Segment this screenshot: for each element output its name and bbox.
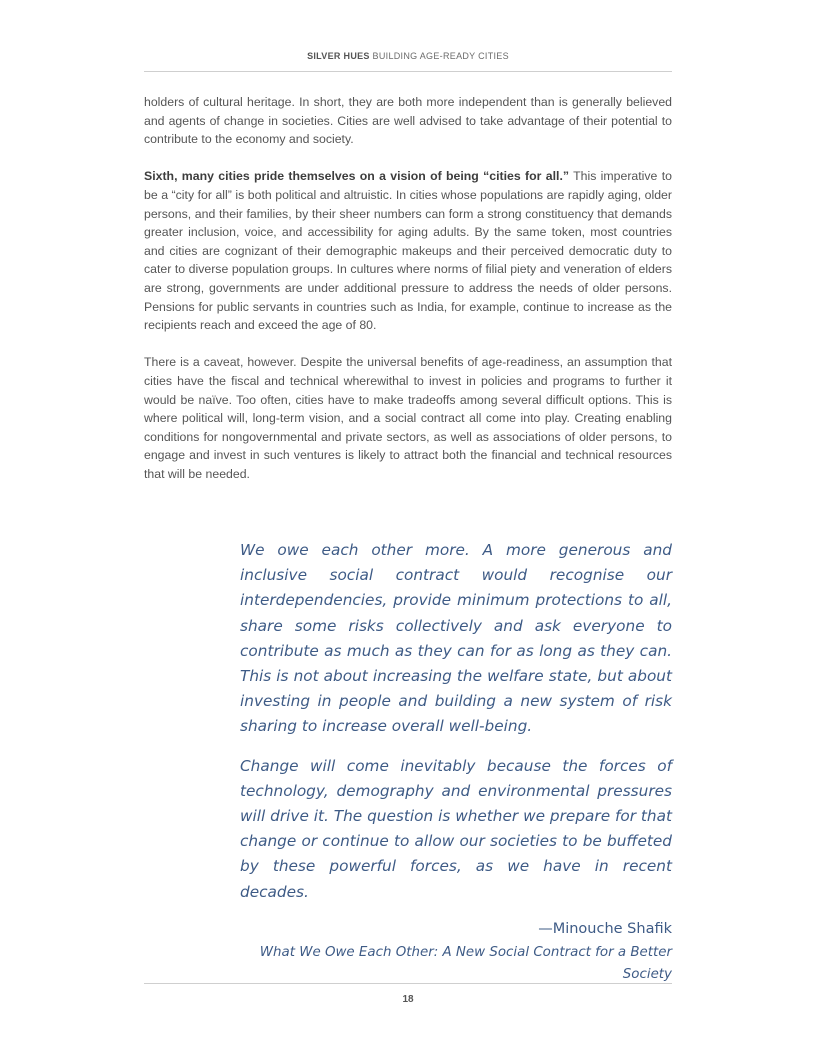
quote-paragraph-2: Change will come inevitably because the forces of technology, demography and environmental pressures will drive it. The question is whether we prepare for that change or continue to allow our societies to be buffeted by these powerful forces, as we have in recent decades. bbox=[240, 756, 672, 901]
quote-source: What We Owe Each Other: A New Social Contract for a Better Society bbox=[259, 944, 672, 982]
page-number: 18 bbox=[402, 994, 414, 1005]
footer-divider bbox=[144, 983, 672, 984]
body-text bbox=[144, 93, 672, 502]
quote-paragraph-1: We owe each other more. A more generous and inclusive social contract would recognise our interdependencies, provide minimum protections to all, share some risks collectively and ask everyone to contribute as much as they can for as long as they can. This is not about increasing the welfare state, but about investing in people and building a new system of risk sharing to increase overall well-being. bbox=[240, 541, 672, 736]
paragraph-3: There is a caveat, however. Despite the universal benefits of age-readiness, an assumption that cities have the fiscal and technical wherewithal to invest in policies and programs to further it would be naïve. Too often, cities have to make tradeoffs among several difficult options. This is where political will, long-term vision, and a social contract all come into play. Creating enabling conditions for nongovernmental and private sectors, as well as associations of older persons, to engage and invest in such ventures is likely to attract both the financial and technical resources that will be needed. bbox=[144, 355, 672, 481]
paragraph-2 bbox=[144, 167, 672, 334]
paragraph-2-rest: This imperative to be a “city for all” is both political and altruistic. In cities whose populations are rapidly aging, older persons, and their families, by their sheer numbers can form a strong constituency that demands greater inclusion, voice, and accessibility for aging adults. By the same token, most countries and cities are cognizant of their demographic makeups and their perceived democratic duty to cater to diverse population groups. In cultures where norms of filial piety and veneration of elders are strong, governments are under additional pressure to address the needs of older persons. Pensions for public servants in countries such as India, for example, continue to increase as the recipients reach and exceed the age of 80. bbox=[144, 169, 672, 333]
header-divider bbox=[144, 71, 672, 72]
quote-author: —Minouche Shafik bbox=[538, 920, 672, 937]
pull-quote bbox=[240, 538, 672, 986]
header-series-title: SILVER HUES bbox=[307, 51, 370, 61]
header-subtitle: BUILDING AGE-READY CITIES bbox=[372, 51, 509, 61]
paragraph-1: holders of cultural heritage. In short, they are both more independent than is generally believed and agents of change in societies. Cities are well advised to take advantage of their potential to contribute to the economy and society. bbox=[144, 95, 672, 147]
running-header bbox=[144, 51, 672, 61]
paragraph-2-lead: Sixth, many cities pride themselves on a vision of being “cities for all.” bbox=[144, 169, 570, 184]
